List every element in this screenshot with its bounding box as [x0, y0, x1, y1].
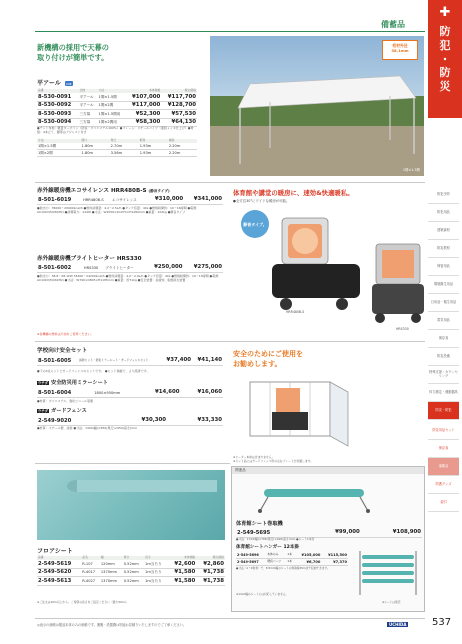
cell: 1370mm	[100, 568, 123, 577]
badge-line1: 桁材外径	[392, 43, 408, 48]
header-rule	[35, 31, 425, 32]
col-header: 間口	[81, 139, 110, 143]
section-divider	[35, 182, 425, 183]
sidebar-item[interactable]: 体力測定・運動器具	[428, 384, 459, 402]
heater2-red-note: ※各機種の燃料は灯油をご使用ください。	[37, 332, 94, 336]
col-header: 長さ	[144, 556, 167, 560]
roller-note: ●寸法：1724(幅)×706(奥行)×916(高さ)mm ●シート1本付	[236, 537, 315, 541]
sidebar-item[interactable]: 防災教材	[428, 240, 459, 258]
spec: HRS330	[83, 264, 104, 272]
cell: 1.80m	[81, 150, 110, 157]
table-row	[37, 101, 197, 110]
cell: 1m当たり	[144, 568, 167, 577]
heater-promo-sub: ●全方位30°にワイドな暖房が可能。	[233, 199, 290, 203]
product-code: 2-549-9020	[37, 417, 111, 425]
table-row	[236, 529, 422, 537]
footer-brand: UCHIDA	[389, 622, 407, 627]
table-row	[37, 389, 223, 397]
sidebar-item[interactable]: 防犯用品	[428, 204, 459, 222]
side-title-char: 災	[439, 80, 451, 93]
price: ¥14,600	[138, 389, 180, 397]
price: ¥52,300	[126, 110, 162, 119]
product-code: 2-549-5695	[236, 529, 307, 537]
price: ¥117,000	[126, 101, 162, 110]
col-header: 幅	[100, 556, 123, 560]
col-header: 寸法	[98, 89, 126, 93]
footer-rule	[35, 618, 425, 619]
safety-promo-headline	[233, 350, 303, 370]
tax-price: ¥33,330	[167, 417, 223, 425]
heater2-spec: ●熱出力：38.8〜28.1kW 33400〜24200kcal/h ●燃料消費量：4.0〜2.9L/h ●タンク容量：40L ●燃焼時間約：10〜13時間 ●電源：AC100V(50/60Hz) ●寸法：W790×D805×H1185mm ●重量：約71kg ●安全装置：炎検知、転倒消火装置	[37, 274, 222, 283]
fence-note: ●材質：スチール製、塗装 ●寸法：1300(幅)×850(奥行)×950(高さ)mm	[37, 426, 138, 430]
size: 1間×1.5間	[98, 93, 126, 101]
sidebar-item-active[interactable]: 防災・防犯	[428, 402, 459, 420]
tent-title-text: 平アール	[37, 80, 61, 87]
price: ¥2,600	[168, 560, 197, 568]
brand-logo: ウチダ	[38, 409, 49, 413]
tax-price: ¥117,700	[161, 93, 197, 101]
cell: 1.93m	[139, 143, 168, 150]
footer-note: ◎表示の価格は製品本体のみの価格です。運搬・設置費は別途お見積りいたしますのでご了承ください。	[37, 623, 187, 627]
safety-note: ●下の3点セットとガードフェンスのセットです。 ●セット価格で、より経済です。	[37, 369, 150, 373]
table-row	[37, 560, 225, 568]
size: 1間×1.5間用	[98, 110, 126, 119]
product-code: 8-530-0094	[37, 118, 78, 127]
mirror-title-text: 安全防災用ミラーシート	[51, 380, 108, 386]
col-header: 品番	[37, 556, 81, 560]
tax-price: ¥108,900	[361, 529, 422, 537]
safety-headline-line1: 安全のためにご使用を	[233, 350, 303, 358]
spec: 1800×950mm	[93, 389, 138, 397]
product-code: 8-530-0093	[37, 110, 78, 119]
cell: 2.20m	[168, 143, 197, 150]
tax-price: ¥1,738	[196, 577, 225, 586]
cell: 1m当たり	[144, 577, 167, 586]
category-label: 備蓄品	[381, 20, 405, 29]
roller-illustration	[256, 479, 376, 513]
qty: 1本	[286, 552, 294, 559]
tax-price: ¥1,738	[196, 568, 225, 577]
price: ¥1,580	[168, 577, 197, 586]
col-header: 奥行	[110, 139, 139, 143]
page-number: 537	[432, 617, 452, 628]
badge-line2: 38.1mm	[391, 47, 409, 53]
tent-badge	[382, 40, 418, 60]
tent-headline	[37, 43, 109, 62]
spec: 消防セット・防災ミラーシート・ガードフェンスセット	[78, 357, 161, 365]
sheet-roll	[37, 470, 225, 540]
spec: 三方幕	[78, 118, 97, 127]
table-row	[37, 417, 223, 425]
tax-price: ¥341,000	[184, 196, 223, 204]
cell: 1間×1.5間	[37, 143, 81, 150]
heater-caption-right: HRS330	[396, 327, 409, 331]
hanger-illustration	[354, 547, 422, 599]
cell: 1間×2間	[37, 150, 81, 157]
hanger-caption: ※1mm幅のシートには対応していません。	[236, 592, 289, 596]
tent-note: ●テント布地：軽量ターポリン（防炎・ポリエステル100%）●フレーム：スチールパイプ（亜鉛メッキ仕上げ）●骨組：4本立て、脚部はアジャスト付き	[37, 126, 194, 135]
size: 1間×2間	[98, 101, 126, 110]
cell: 120mm	[100, 560, 123, 568]
price: ¥30,300	[111, 417, 167, 425]
table-row	[37, 143, 197, 150]
sidebar-subitem[interactable]: 防災用品セット	[428, 422, 459, 440]
brand-logo: ウチダ	[38, 381, 49, 385]
cell: 1.80m	[81, 143, 110, 150]
tent-title	[37, 80, 73, 88]
cell: R-4027	[81, 577, 100, 586]
related-label: 関連品	[232, 467, 424, 474]
col-header: 寸法	[37, 139, 81, 143]
cell: 1.93m	[139, 150, 168, 157]
related-box	[231, 466, 425, 612]
table-row	[37, 93, 197, 101]
heater-title	[37, 188, 170, 195]
cell: 0.52mm	[123, 568, 144, 577]
spec: HRR480B-S	[82, 196, 111, 204]
price: ¥37,400	[161, 357, 192, 365]
safety-headline-line2: お勧めします。	[233, 359, 282, 368]
tax-price: ¥2,860	[196, 560, 225, 568]
table-row	[37, 110, 197, 119]
price: ¥99,000	[307, 529, 361, 537]
heater-spec: ●熱出力：35000〜20900kcal/h ●燃料消費量：4.2〜2.5L/h ●タンク容量：40L ●燃焼時間約：10〜16時間 ●電源：AC100V(50/60Hz) ●消費電力：144W ●寸法：W1056×D1070×H1280mm ●重量：102kg ●静音タイプ	[37, 206, 200, 215]
floor-sheet-photo	[37, 470, 225, 540]
product-code: 8-501-6004	[37, 389, 93, 397]
section-divider	[35, 463, 230, 464]
cell: 0.52mm	[123, 560, 144, 568]
qty: 1本	[286, 559, 294, 566]
product-code: 2-549-5619	[37, 560, 81, 568]
sidebar-subitem[interactable]: 備蓄品	[428, 458, 459, 476]
heater-left	[272, 218, 360, 310]
mirror-price-table	[37, 389, 223, 398]
table-row	[37, 357, 223, 365]
tent-headline-line2: 取り付けが簡単です。	[37, 52, 109, 62]
side-title-char: 防	[439, 66, 451, 80]
cell: R-4017	[81, 568, 100, 577]
product-code: 8-501-6019	[37, 196, 82, 204]
side-tab	[428, 0, 462, 118]
safety-fence-illustration	[244, 372, 354, 452]
product-code: 8-530-0091	[37, 93, 78, 101]
cell: 2.70m	[110, 143, 139, 150]
tent-price-table	[37, 89, 197, 127]
product-code: 2-549-5613	[37, 577, 81, 586]
product-code: 2-549-5696	[236, 552, 266, 559]
heater-bubble: 静音タイプ。	[241, 210, 269, 238]
safety-promo-caption: ※ヒーター本体は含まれません。 ※セット品にはガードフェンス用の左右プレートが付属します。	[233, 455, 314, 463]
side-title-char: 犯	[439, 38, 451, 52]
sidebar-item[interactable]: 特殊支援・カウンセリング	[428, 366, 459, 384]
sidebar-item[interactable]: 防犯予防	[428, 186, 459, 204]
tax-price: ¥57,530	[161, 110, 197, 119]
product-code: 2-549-5697	[236, 559, 266, 566]
cell: 1370mm	[100, 577, 123, 586]
sidebar-item[interactable]: 建築資材	[428, 222, 459, 240]
safety-title: 学校向け安全セット	[37, 348, 88, 354]
table-row	[236, 552, 348, 559]
safety-price-table	[37, 357, 223, 366]
hanger-caption2: ※シートは別売	[382, 600, 401, 604]
tax-price: ¥7,370	[321, 559, 348, 566]
tent-headline-line1: 新機構の採用で天幕の	[37, 43, 109, 52]
spec2: ブライトヒーター	[104, 264, 144, 272]
size: 1間×2間用	[98, 118, 126, 127]
col-header: 本体価格	[126, 89, 162, 93]
table-row	[236, 559, 348, 566]
spec: 平アール	[78, 101, 97, 110]
sidebar-item[interactable]: 保管用品	[428, 258, 459, 276]
cell: R-107	[81, 560, 100, 568]
col-header: 棟高	[168, 139, 197, 143]
heater-title-text: 赤外線暖房機エコサイレンス HRR480B-S	[37, 188, 147, 194]
col-header: 本体価格	[168, 556, 197, 560]
tent-photo	[210, 36, 424, 176]
cross-icon: ✚	[439, 5, 451, 20]
cell: 3.56m	[110, 150, 139, 157]
spec: 本体のみ	[266, 552, 286, 559]
col-header: 税込価格	[161, 89, 197, 93]
side-title-char: ・	[439, 52, 451, 66]
table-row	[37, 568, 225, 577]
tent-photo-caption: 1間×1.5間	[402, 167, 420, 172]
heater2-price-table	[37, 264, 223, 273]
price: ¥6,700	[295, 559, 322, 566]
fence-title-text: ガードフェンス	[51, 408, 87, 414]
tax-price: ¥275,000	[183, 264, 223, 272]
price: ¥105,000	[295, 552, 322, 559]
spec: 平アール	[78, 93, 97, 101]
cell: 0.52mm	[123, 577, 144, 586]
price: ¥310,000	[145, 196, 184, 204]
col-header: 厚さ	[123, 556, 144, 560]
col-header: 仕様	[78, 89, 97, 93]
product-code: 8-501-6005	[37, 357, 78, 365]
product-code: 8-530-0092	[37, 101, 78, 110]
product-code: 8-501-6002	[37, 264, 83, 272]
floor-sheet-title: フロアシート	[37, 548, 73, 555]
tax-price: ¥128,700	[161, 101, 197, 110]
side-title-char: 防	[439, 25, 451, 38]
table-row	[37, 577, 225, 586]
tax-price: ¥64,130	[161, 118, 197, 127]
table-row	[37, 264, 223, 272]
product-code: 2-549-5620	[37, 568, 81, 577]
col-header: 軒高	[139, 139, 168, 143]
heater-promo-headline: 体育館や講堂の暖房に、速効&快適暖私。	[233, 189, 354, 197]
spec: 三方幕	[78, 110, 97, 119]
table-row	[37, 150, 197, 157]
heater-illustration	[268, 208, 428, 338]
truck-icon: ▭▸	[65, 81, 72, 86]
sidebar-subitem[interactable]: 保存食	[428, 440, 459, 458]
heater2-title: 赤外線暖房機ブライトヒーター HRS330	[37, 256, 142, 262]
sidebar-item[interactable]: 電気用品	[428, 312, 459, 330]
heater-title-suffix: (静音タイプ)	[148, 189, 170, 193]
hanger-note: ●寸法（1〜9枚巻）で、8.5mm幅のシートの巻取時45mまで収納できます。	[236, 566, 330, 570]
table-row	[37, 196, 223, 204]
price: ¥58,300	[126, 118, 162, 127]
col-header: 品名	[81, 556, 100, 560]
hanger-title: 体育館シートハンガー 12本掛	[236, 545, 300, 550]
tent-dim-table	[37, 139, 197, 157]
roller-title: 体育館シート巻取機	[236, 521, 283, 527]
floor-sheet-table	[37, 556, 225, 586]
cell: 1m当たり	[144, 560, 167, 568]
price: ¥1,580	[168, 568, 197, 577]
fence-price-table	[37, 417, 223, 426]
sidebar-subitem[interactable]: 防護グッズ	[428, 476, 459, 494]
spec: 増設パーツ	[266, 559, 286, 566]
sidebar-item[interactable]: 日用品・衛生用品	[428, 294, 459, 312]
tax-price: ¥16,060	[181, 389, 223, 397]
sidebar-item[interactable]: 防災設備	[428, 348, 459, 366]
spec2: エコサイレンス	[111, 196, 145, 204]
mirror-title	[37, 380, 108, 387]
sidebar-item[interactable]: 保存食	[428, 330, 459, 348]
col-header: 品番	[37, 89, 78, 93]
heater-price-table	[37, 196, 223, 205]
sidebar-item[interactable]: 環境衛生用品	[428, 276, 459, 294]
heater-caption-left: HRR480B-S	[286, 310, 305, 314]
cell: 2.20m	[168, 150, 197, 157]
mirror-note: ●材質：ポリエステル、強化ビニール等製	[37, 399, 94, 403]
fence-title	[37, 408, 87, 415]
price: ¥107,000	[126, 93, 162, 101]
hanger-price-table	[236, 552, 348, 566]
tax-price: ¥41,140	[192, 357, 223, 365]
price: ¥250,000	[144, 264, 184, 272]
heater-right	[372, 244, 424, 323]
tax-price: ¥115,500	[321, 552, 348, 559]
col-header: 税込価格	[196, 556, 225, 560]
floor-sheet-note: ※ご注文は10m以上から。ご希望の長さをご指定ください（最大50m）。	[37, 600, 129, 604]
sidebar-subitem[interactable]: 索引	[428, 494, 459, 512]
sidebar	[428, 186, 462, 516]
section-divider	[35, 341, 425, 342]
